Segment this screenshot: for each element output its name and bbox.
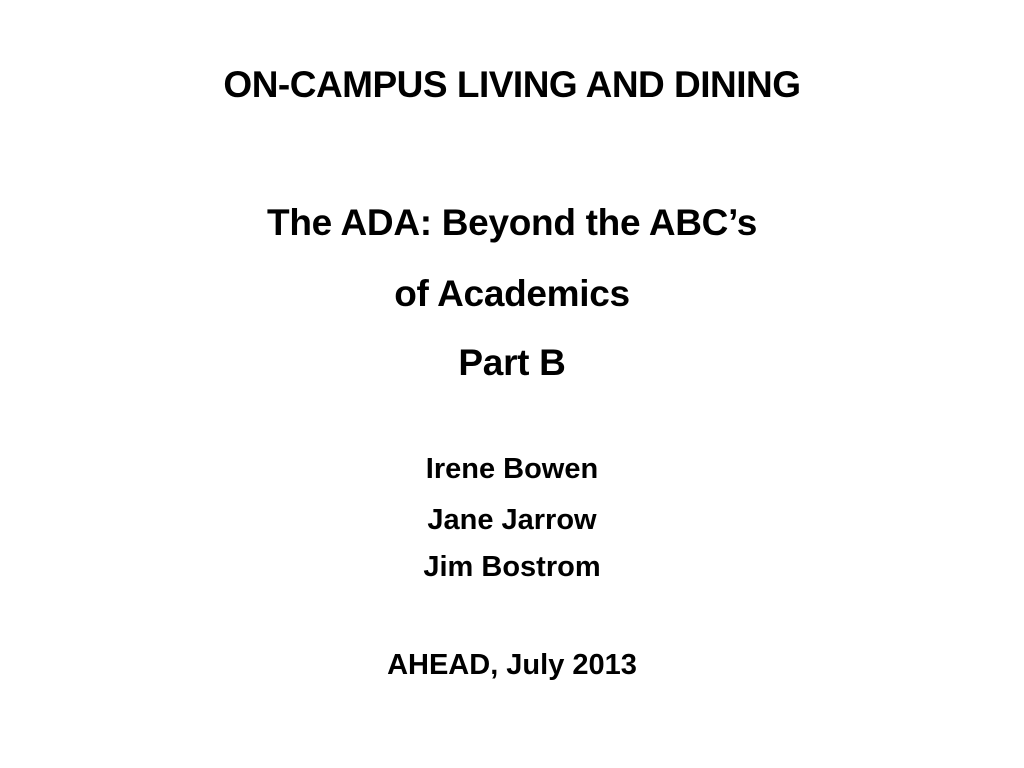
presenter-name: Jim Bostrom bbox=[423, 551, 601, 583]
subtitle-line-3: Part B bbox=[458, 342, 566, 383]
subtitle-line-2: of Academics bbox=[394, 273, 630, 314]
event-info: AHEAD, July 2013 bbox=[387, 649, 637, 681]
presenter-name: Irene Bowen bbox=[425, 453, 599, 485]
slide-title: ON-CAMPUS LIVING AND DINING bbox=[223, 64, 801, 105]
presenter-name: Jane Jarrow bbox=[427, 504, 597, 536]
subtitle-line-1: The ADA: Beyond the ABC’s bbox=[267, 202, 757, 243]
